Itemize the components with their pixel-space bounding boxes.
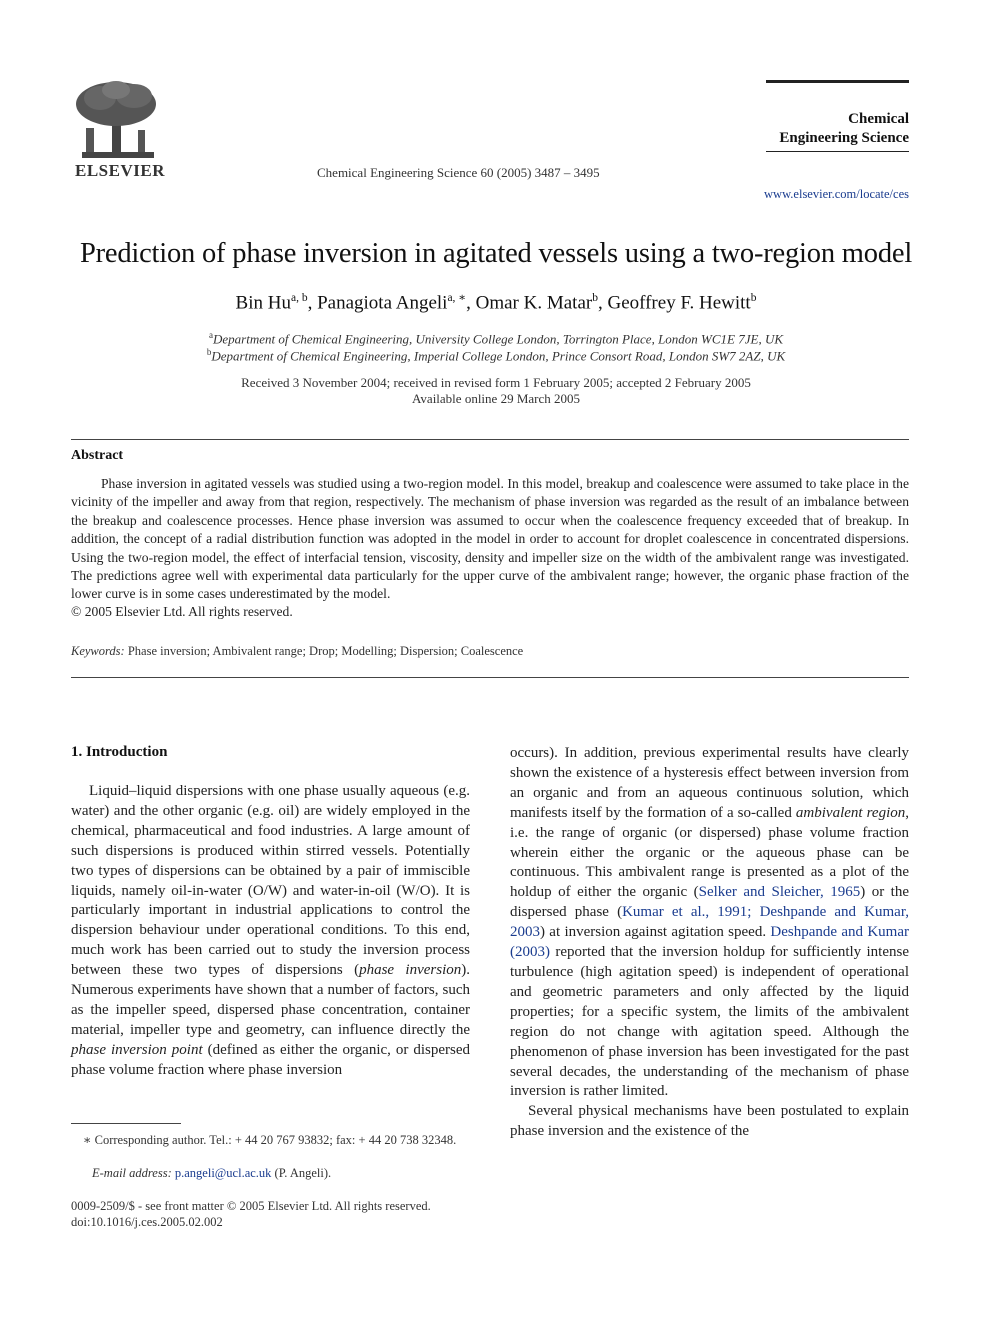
email-suffix: (P. Angeli). [271,1166,332,1180]
corresponding-author-note: ∗ Corresponding author. Tel.: + 44 20 767 93832; fax: + 44 20 738 32348. [83,1133,457,1147]
intro-text: , i.e. the range of organic (or dispersed) phase volume fraction wherein either the organic or the aqueous phase can be continuous. This ambivalent range is presented as a plot of the holdup of either the organic ( [510,804,909,901]
author-affiliation-mark: b [592,292,598,304]
intro-text: ). Numerous experiments have shown that a number of factors, such as the impeller speed, dispersed phase concentration, container material, impeller type and geometry, can influence directly the [71,962,470,1038]
intro-emphasis: phase inversion [359,962,462,979]
keywords-label: Keywords: [71,644,125,658]
email-note [92,1166,331,1181]
author-affiliation-mark: b [750,292,757,304]
received-dates: Received 3 November 2004; received in revised form 1 February 2005; accepted 2 February 2005 [241,375,751,390]
journal-bottom-rule [766,151,909,152]
intro-text: reported that the inversion holdup for sufficiently intense turbulence (high agitation speed) is independent of operational and geometric parameters and only affected by the liquid properties; for a specific system, the limits of the ambivalent region do not change with agitation speed. Although the phenomenon of phase inversion has been investigated for the past several decades, the understanding of the mechanism of phase inversion is rather limited. [510,944,909,1100]
intro-text: ) at inversion against agitation speed. [540,924,771,941]
journal-citation: Chemical Engineering Science 60 (2005) 3487 – 3495 [317,165,600,180]
article-title: Prediction of phase inversion in agitated vessels using a two-region model [79,238,913,269]
journal-top-rule [766,80,909,83]
intro-emphasis: phase inversion point [71,1041,203,1058]
email-label: E-mail address: [92,1166,172,1180]
issn-line: 0009-2509/$ - see front matter © 2005 Elsevier Ltd. All rights reserved. [71,1199,431,1213]
abstract-top-rule [71,439,909,440]
right-column-paragraph-2: Several physical mechanisms have been postulated to explain phase inversion and the existence of the [510,1103,909,1140]
author-separator: , [307,292,318,314]
author-affiliation-mark: a, ∗ [447,292,467,304]
author-name: Bin Hu [235,292,291,314]
author-name: Geoffrey F. Hewitt [607,292,751,314]
online-date: Available online 29 March 2005 [412,391,580,406]
author-name: Omar K. Matar [475,292,593,314]
reference-link[interactable]: Selker and Sleicher, 1965 [698,884,861,901]
intro-text: occurs). In addition, previous experimental results have clearly shown the existence of a hysteresis effect between inversion from an organic and from an aqueous continuous solution, which manifests itself by the formation of a so-called [510,745,909,821]
journal-url-link[interactable]: www.elsevier.com/locate/ces [764,187,909,201]
affiliation-b [40,347,952,364]
abstract-body: Phase inversion in agitated vessels was studied using a two-region model. In this model, breakup and coalescence were assumed to take place in the vicinity of the impeller and away from that region, respectively. The mechanism of phase inversion was regarded as the result of an imbalance between the breakup and coalescence processes. Hence phase inversion was assumed to occur when the coalescence frequency exceeded that of breakup. In addition, the concept of a radial distribution function was adopted in the model in order to account for droplet coalescence in concentrated dispersions. Using the two-region model, the effect of interfacial tension, viscosity, density and impeller size on the width of the ambivalent range was investigated. The predictions agree well with experimental data particularly for the upper curve of the ambivalent range; however, the organic phase fraction of the lower curve is in some cases underestimated by the model. [71,476,909,602]
journal-url-container [700,187,909,202]
affiliation-a-mark: a [208,330,213,340]
affiliation-b-text: Department of Chemical Engineering, Imperial College London, Prince Consort Road, London SW7 2AZ, UK [211,348,786,364]
affiliation-b-mark: b [206,347,212,357]
abstract-heading: Abstract [71,448,124,463]
intro-text: ) or the dispersed phase ( [510,884,909,921]
section-heading-introduction: 1. Introduction [71,744,168,760]
affiliation-a-text: Department of Chemical Engineering, University College London, Torrington Place, London WC1E 7JE, UK [212,331,784,347]
keywords [71,644,523,659]
right-column-paragraph-1 [510,744,909,1102]
publisher-wordmark: ELSEVIER [75,161,165,180]
author-name: Panagiota Angeli [317,292,448,314]
journal-name [766,110,909,148]
reference-link[interactable]: Kumar et al., 1991; Deshpande and Kumar, 2003 [510,904,909,941]
footnote-rule [71,1123,181,1124]
affiliation-a [40,330,952,347]
right-column [510,744,909,1142]
author-list [40,290,952,314]
doi-line: doi:10.1016/j.ces.2005.02.002 [71,1215,223,1229]
keywords-list: Phase inversion; Ambivalent range; Drop; Modelling; Dispersion; Coalescence [127,644,524,658]
journal-name-line1: Chemical [848,111,909,127]
reference-link[interactable]: Deshpande and Kumar (2003) [510,924,909,961]
abstract-copyright: © 2005 Elsevier Ltd. All rights reserved. [71,604,293,619]
author-affiliation-mark: a, b [290,292,308,304]
left-column-paragraph [71,782,470,1081]
email-link[interactable]: p.angeli@ucl.ac.uk [174,1166,272,1180]
author-separator: , [466,292,476,314]
intro-text: Liquid–liquid dispersions with one phase usually aqueous (e.g. water) and the other organic (e.g. oil) are widely employed in the chemical, pharmaceutical and food industries. A large amount of such dispersions is produced within stirred vessels. Potentially two types of dispersions can be obtained by a pair of immiscible liquids, namely oil-in-water (O/W) and water-in-oil (W/O). It is particularly important in industrial applications to control the dispersion behaviour under operational conditions. To this end, much work has been carried out to study the inversion process between these two types of dispersions ( [71,783,470,979]
abstract-bottom-rule [71,677,909,678]
intro-emphasis: ambivalent region [795,804,906,821]
intro-text: (defined as either the organic, or dispersed phase volume fraction where phase inversion [71,1041,471,1078]
author-separator: , [597,292,608,314]
journal-name-line2: Engineering Science [779,130,909,146]
